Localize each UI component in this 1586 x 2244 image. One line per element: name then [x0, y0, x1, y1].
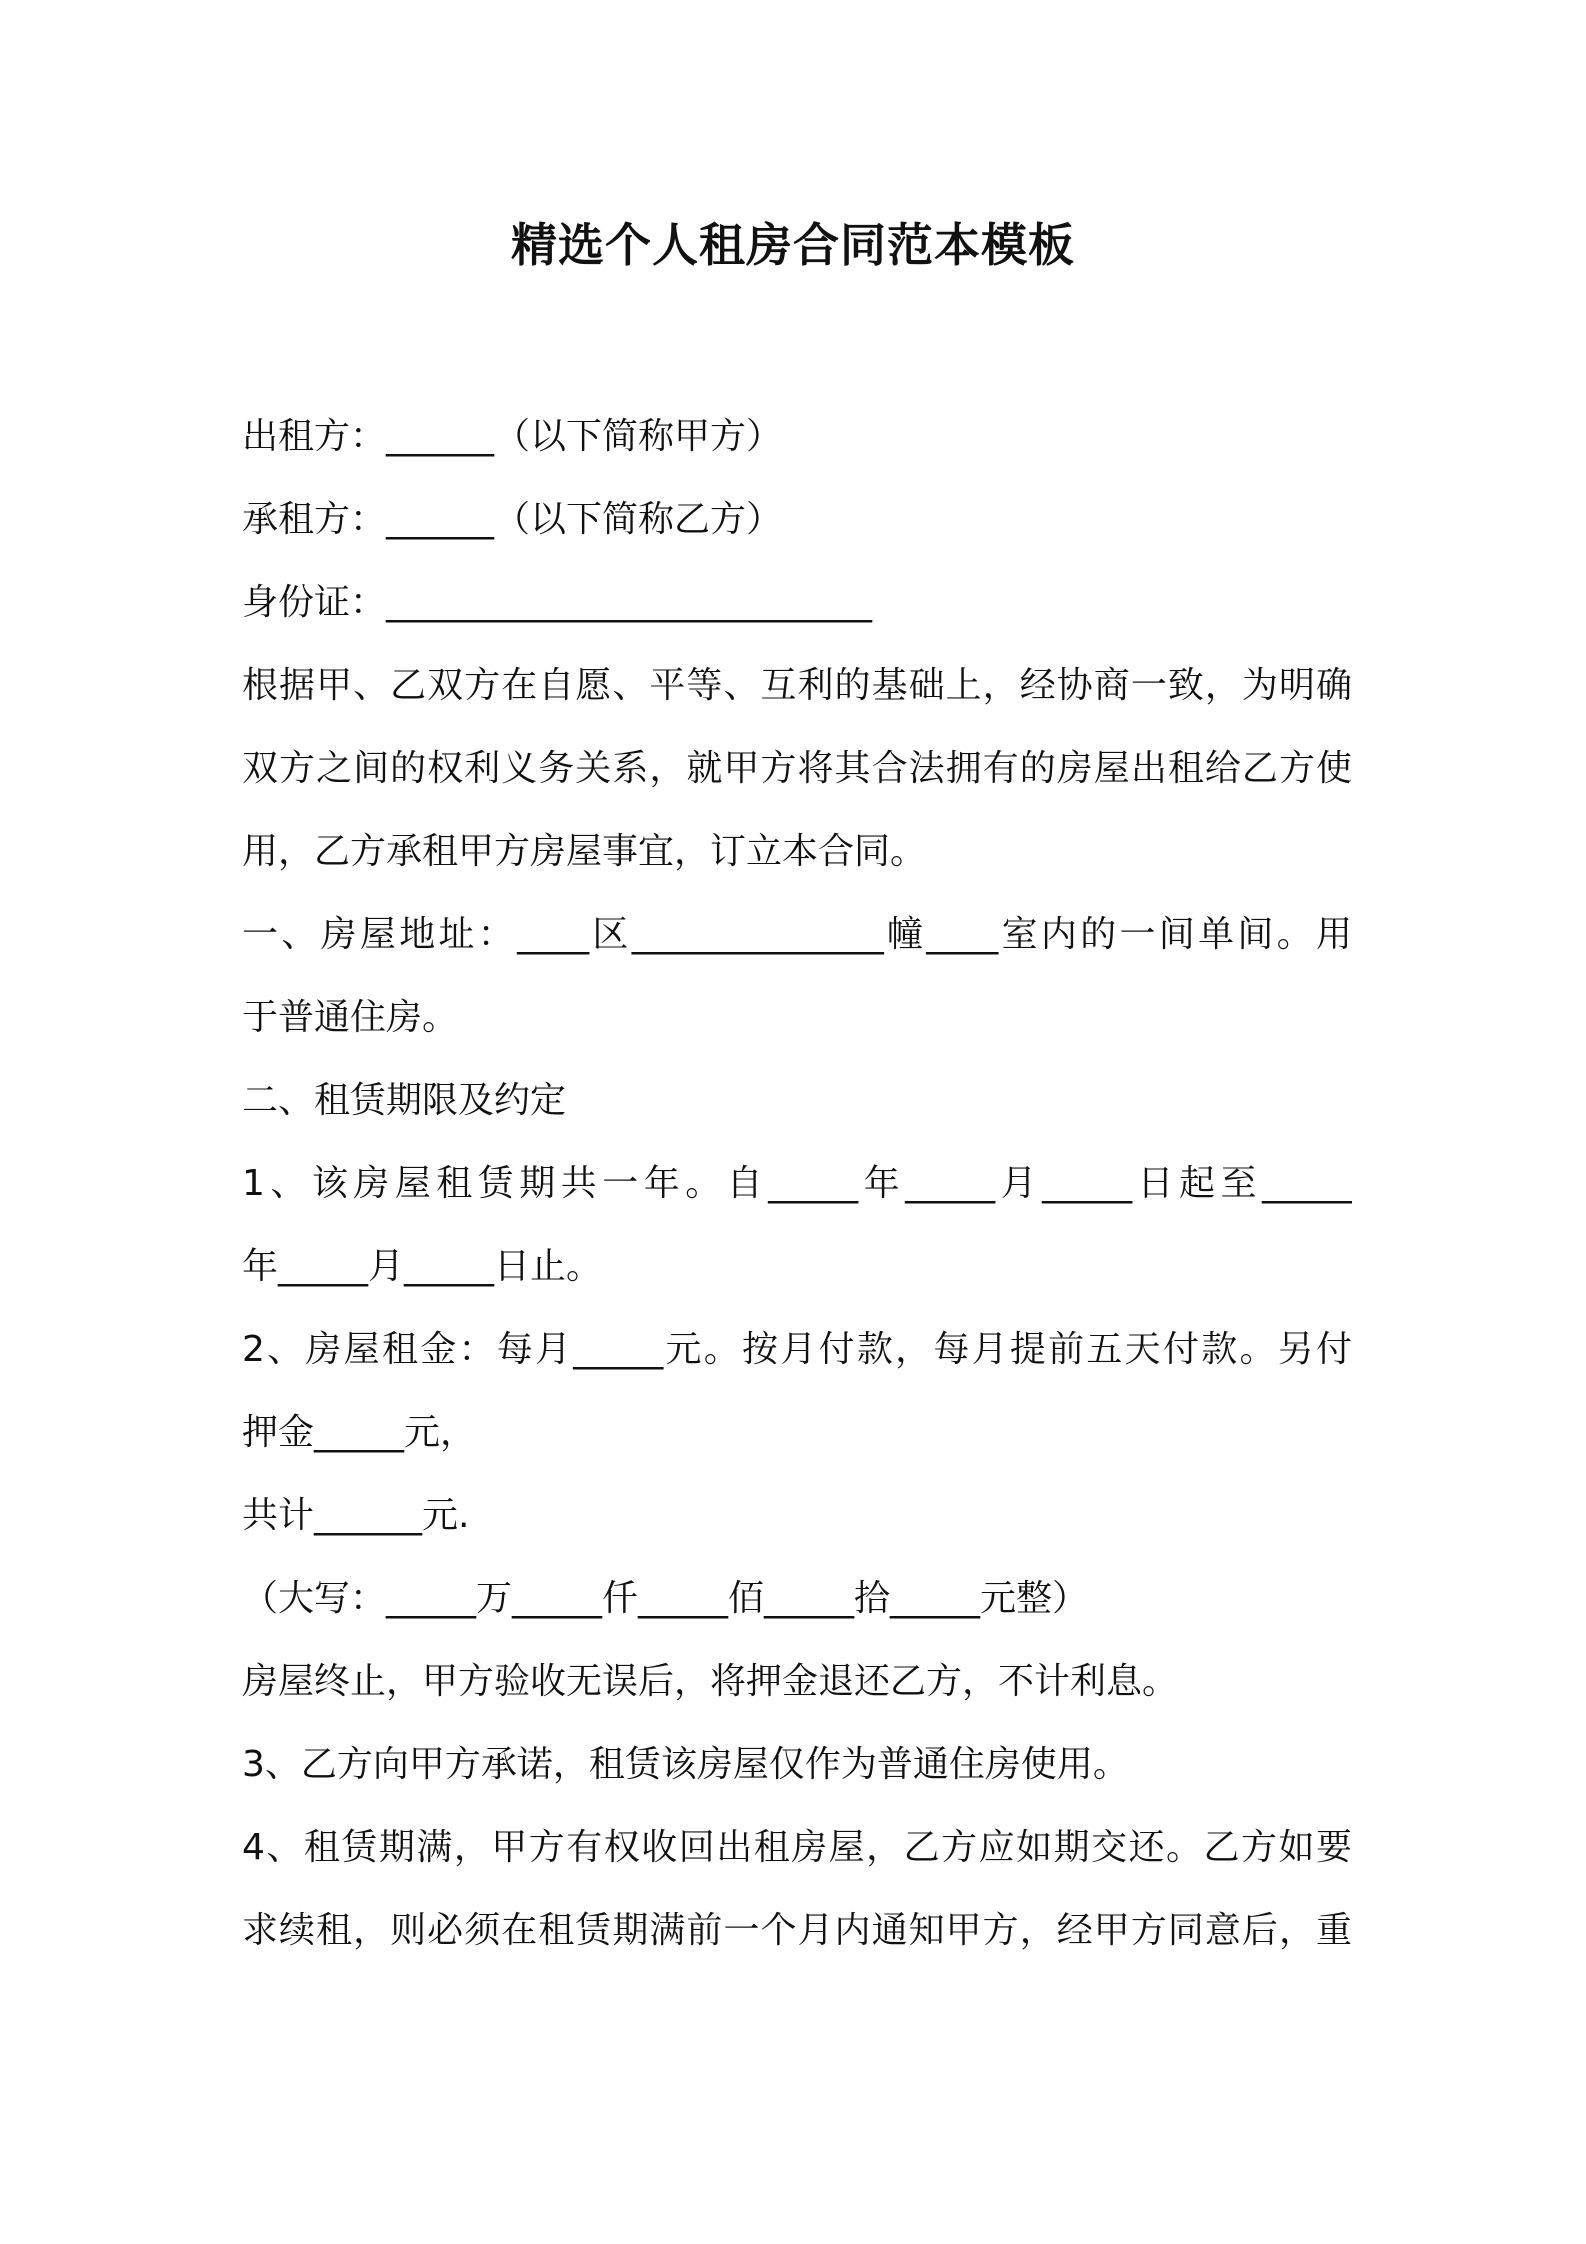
document-title: 精选个人租房合同范本模板: [511, 218, 1075, 272]
clause-1-line-2: 于普通住房。: [242, 997, 459, 1038]
preamble-line-1: 根据甲、乙双方在自愿、平等、互利的基础上，经协商一致，为明确: [242, 665, 1352, 706]
item-1-line-1: 1、该房屋租赁期共一年。自_____年_____月_____日起至_____: [242, 1163, 1352, 1204]
item-4-line-1: 4、租赁期满，甲方有权收回出租房屋，乙方应如期交还。乙方如要: [242, 1827, 1352, 1868]
lessee-line: 承租方：______（以下简称乙方）: [242, 499, 783, 540]
preamble-line-2: 双方之间的权利义务关系，就甲方将其合法拥有的房屋出租给乙方使: [242, 748, 1352, 789]
item-2-uppercase-line: （大写：_____万_____仟_____佰_____拾_____元整）: [242, 1578, 1089, 1619]
item-4-line-2: 求续租，则必须在租赁期满前一个月内通知甲方，经甲方同意后，重: [242, 1910, 1352, 1951]
item-2-total-line: 共计______元.: [242, 1495, 470, 1536]
item-3-line: 3、乙方向甲方承诺，租赁该房屋仅作为普通住房使用。: [242, 1744, 1129, 1785]
item-2-line-2: 押金_____元，: [242, 1412, 477, 1453]
id-card-line: 身份证：___________________________: [242, 582, 873, 623]
preamble-line-3: 用，乙方承租甲方房屋事宜，订立本合同。: [242, 831, 927, 872]
clause-2-heading: 二、租赁期限及约定: [242, 1080, 567, 1121]
clause-1-line-1: 一、房屋地址：____区______________幢____室内的一间单间。用: [242, 914, 1352, 955]
item-2-line-1: 2、房屋租金：每月_____元。按月付款，每月提前五天付款。另付: [242, 1329, 1352, 1370]
item-1-line-2: 年_____月_____日止。: [242, 1246, 603, 1287]
deposit-refund-line: 房屋终止，甲方验收无误后，将押金退还乙方，不计利息。: [242, 1661, 1179, 1702]
lessor-line: 出租方：______（以下简称甲方）: [242, 416, 783, 457]
